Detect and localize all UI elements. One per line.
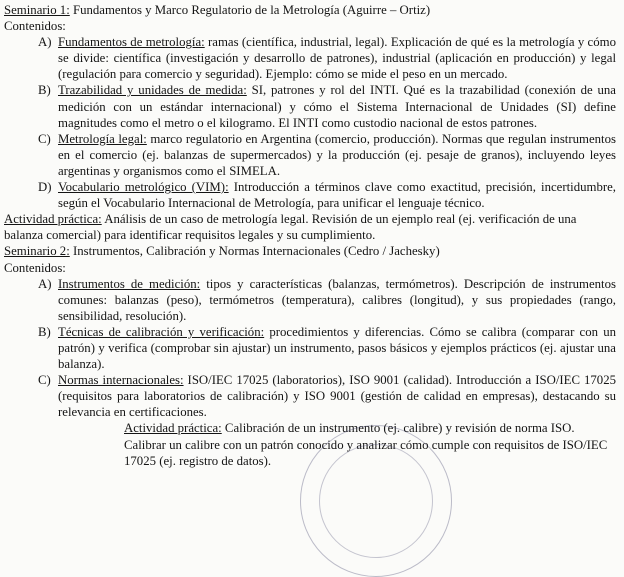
seminar-2-item-c [4, 372, 616, 420]
seminar-1-item-c [4, 131, 616, 179]
seminar-2-activity [4, 420, 616, 468]
item-text: Introducción a términos clave como exactitud, precisión, incertidumbre, según el Vocabulario Internacional de Metrología, para unificar el lenguaje técnico. [58, 180, 616, 211]
item-letter: B) [38, 324, 51, 339]
seminar-1-item-a [4, 34, 616, 82]
seminar-2-heading [4, 243, 616, 259]
item-title: Metrología legal: [58, 131, 147, 146]
seminar-1-title: Fundamentos y Marco Regulatorio de la Metrología (Aguirre – Ortiz) [69, 3, 431, 17]
document-page [4, 2, 616, 469]
item-letter: A) [38, 35, 52, 50]
item-text: ramas (científica, industrial, legal). Explicación de qué es la metrología y cómo se divide: científica (investigación y desarrollo de patrones), industrial (aplicación en producción) y legal (regulación para comercio y seguridad). Ejemplo: cómo se mide el peso en un mercado. [58, 35, 616, 82]
item-title: Trazabilidad y unidades de medida: [58, 83, 247, 98]
item-letter: D) [38, 180, 52, 195]
seminar-2-item-a [4, 276, 616, 324]
activity-text: Análisis de un caso de metrología legal. Revisión de un ejemplo real (ej. verificación de una balanza comercial) para identificar requisitos legales y su cumplimiento. [4, 212, 577, 243]
activity-label: Actividad práctica: [4, 212, 102, 227]
seminar-1-item-b [4, 82, 616, 130]
activity-text: Calibración de un instrumento (ej. calibre) y revisión de norma ISO. Calibrar un calibre con un patrón conocido y analizar cómo cumple con requisitos de ISO/IEC 17025 (ej. registro de datos). [124, 421, 608, 468]
item-letter: A) [38, 276, 52, 291]
activity-label: Actividad práctica: [124, 421, 222, 436]
seminar-1-heading [4, 2, 616, 18]
item-text: marco regulatorio en Argentina (comercio, producción). Normas que regulan instrumentos en el comercio (ej. balanzas de supermercados) y la producción (ej. pesaje de granos), incluyendo leyes argentinas y organismos como el SIMELA. [58, 131, 616, 178]
item-title: Instrumentos de medición: [58, 276, 201, 291]
seminar-1-activity [4, 211, 616, 243]
item-letter: C) [38, 131, 51, 146]
item-text: procedimientos y diferencias. Cómo se calibra (comparar con un patrón) y verifica (comprobar sin ajustar) un instrumento, pasos básicos y ejemplos prácticos (ej. ajustar una balanza). [58, 324, 616, 372]
seminar-2-label: Seminario 2: [4, 244, 70, 259]
item-letter: C) [38, 373, 51, 388]
seminar-1-contents-label: Contenidos: [4, 19, 66, 34]
seminar-1-label: Seminario 1: [4, 3, 70, 17]
item-title: Técnicas de calibración y verificación: [58, 324, 265, 339]
item-text: tipos y características (balanzas, termómetros). Descripción de instrumentos comunes: balanzas (peso), termómetros (temperatura), calibres (longitud), y sus propiedades (rango, sensibilidad, resolución). [58, 276, 616, 323]
seminar-2-contents-label: Contenidos: [4, 260, 66, 275]
item-title: Normas internacionales: [58, 373, 184, 388]
item-text: SI, patrones y rol del INTI. Qué es la trazabilidad (conexión de una medición con un estándar internacional) y cómo el Sistema Internacional de Unidades (SI) define magnitudes como el metro o el kilogramo. El INTI como custodio nacional de estos patrones. [58, 83, 616, 130]
seminar-2-title: Instrumentos, Calibración y Normas Internacionales (Cedro / Jachesky) [69, 244, 440, 259]
seminar-2-item-b [4, 324, 616, 372]
item-text: ISO/IEC 17025 (laboratorios), ISO 9001 (calidad). Introducción a ISO/IEC 17025 (requisitos para laboratorios de calibración) y ISO 9001 (gestión de calidad en empresas), destacando su relevancia en certificaciones. [58, 373, 616, 420]
item-title: Fundamentos de metrología: [58, 35, 205, 50]
item-title: Vocabulario metrológico (VIM): [58, 180, 229, 195]
seminar-1-item-d [4, 179, 616, 211]
item-letter: B) [38, 83, 51, 98]
